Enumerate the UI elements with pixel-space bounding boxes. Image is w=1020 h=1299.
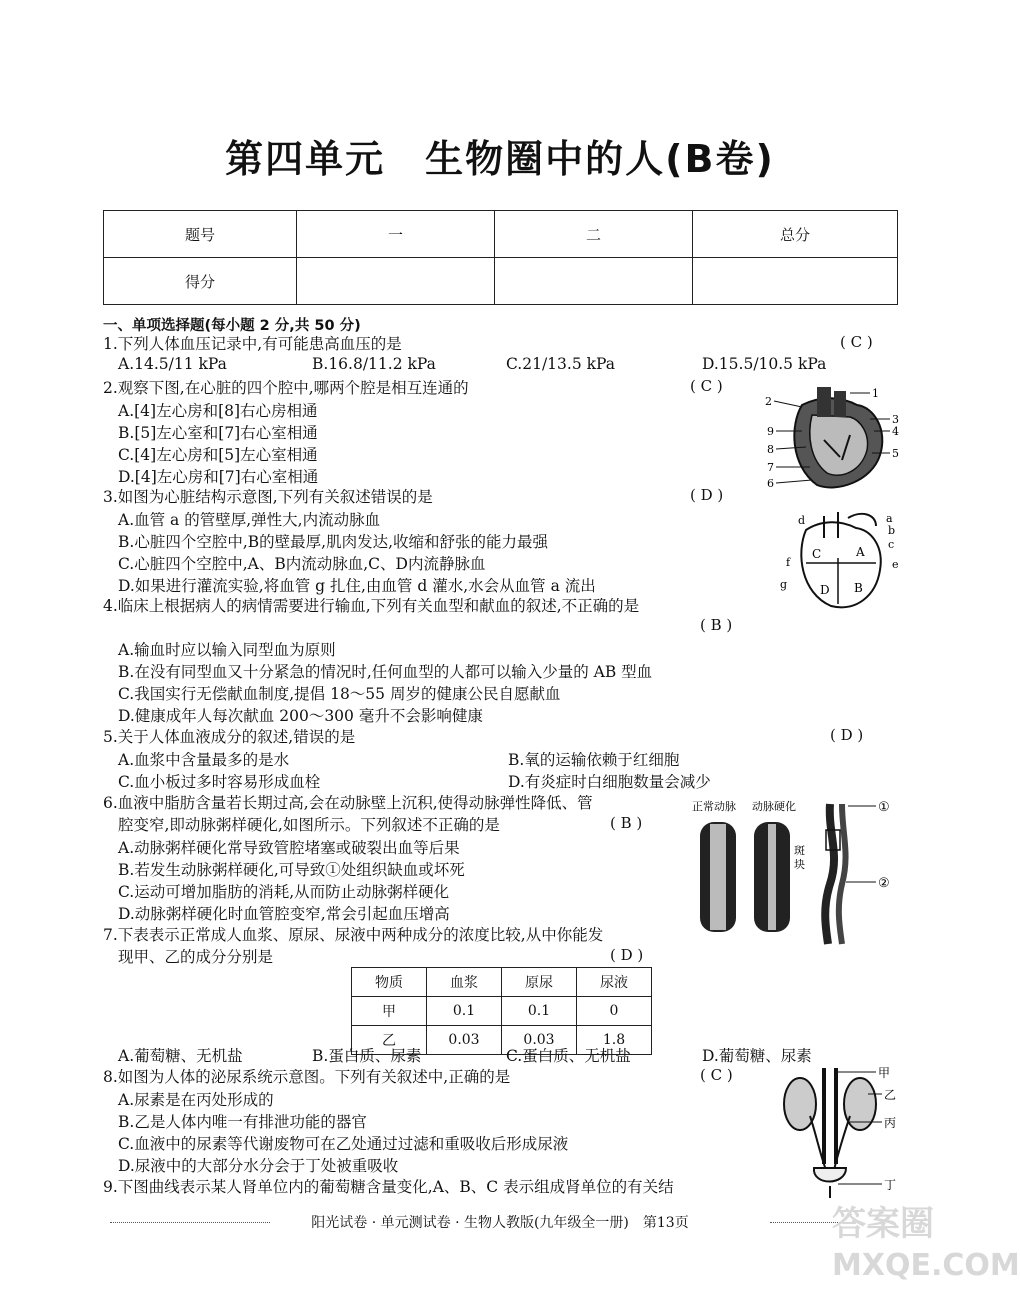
table-cell: 甲	[352, 997, 427, 1026]
q6-answer: ( B )	[610, 814, 643, 832]
q4-option-a: A.输血时应以输入同型血为原则	[118, 641, 336, 659]
q4-stem: 4.临床上根据病人的病情需要进行输血,下列有关血型和献血的叙述,不正确的是	[103, 597, 640, 615]
vessel-label: b	[888, 524, 896, 537]
heart-figure-q2	[762, 385, 902, 493]
table-header-cell: 血浆	[427, 968, 502, 997]
vessel-label: a	[886, 512, 893, 525]
score-row-label: 得分	[104, 258, 297, 305]
table-cell: 0.03	[427, 1026, 502, 1055]
heart-label: 8	[767, 443, 774, 456]
q3-answer: ( D )	[690, 486, 724, 504]
vessel-label: f	[786, 556, 791, 569]
urinary-label-bing: 丙	[884, 1116, 897, 1130]
q5-option-d: D.有炎症时白细胞数量会减少	[508, 773, 711, 791]
urinary-label-ding: 丁	[884, 1178, 897, 1192]
table-cell: 1.8	[577, 1026, 652, 1055]
watermark-url: MXQE.COM	[832, 1248, 1020, 1283]
q3-option-d: D.如果进行灌流实验,将血管 g 扎住,由血管 d 灌水,水会从血管 a 流出	[118, 577, 596, 595]
heart-label: 6	[767, 477, 774, 490]
q8-answer: ( C )	[700, 1066, 733, 1084]
q6-stem-line2: 腔变窄,即动脉粥样硬化,如图所示。下列叙述不正确的是	[118, 816, 500, 834]
q6-option-d: D.动脉粥样硬化时血管腔变窄,常会引起血压增高	[118, 905, 450, 923]
q6-option-a: A.动脉粥样硬化常导致管腔堵塞或破裂出血等后果	[118, 839, 460, 857]
section-heading: 一、单项选择题(每小题 2 分,共 50 分)	[103, 318, 361, 334]
table-cell: 0.1	[427, 997, 502, 1026]
q7-option-d: D.葡萄糖、尿素	[702, 1047, 812, 1065]
q5-answer: ( D )	[830, 726, 864, 744]
q1-stem: 1.下列人体血压记录中,有可能患高血压的是	[103, 335, 402, 353]
heart-label: 7	[767, 461, 774, 474]
q3-option-c: C.心脏四个空腔中,A、B内流动脉血,C、D内流静脉血	[118, 555, 486, 573]
heart-chamber-label: D	[820, 583, 830, 597]
heart-label: 2	[765, 395, 772, 408]
table-header-cell: 尿液	[577, 968, 652, 997]
normal-artery-label: 正常动脉	[692, 800, 736, 813]
vessel-label: c	[888, 538, 895, 551]
marker-2: ②	[878, 876, 890, 891]
vessel-label: e	[892, 558, 899, 571]
q7-stem-line1: 7.下表表示正常成人血浆、原尿、尿液中两种成分的浓度比较,从中你能发	[103, 926, 604, 944]
q2-stem: 2.观察下图,在心脏的四个腔中,哪两个腔是相互连通的	[103, 379, 469, 397]
heart-label: 4	[892, 425, 899, 438]
table-header-cell: 原尿	[502, 968, 577, 997]
q2-answer: ( C )	[690, 377, 723, 395]
q2-option-b: B.[5]左心室和[7]右心室相通	[118, 424, 318, 442]
vessel-label: d	[798, 514, 806, 527]
urinary-label-jia: 甲	[878, 1066, 891, 1080]
q8-option-d: D.尿液中的大部分水分会于丁处被重吸收	[118, 1157, 399, 1175]
q1-option-a: A.14.5/11 kPa	[118, 355, 227, 373]
q3-option-a: A.血管 a 的管壁厚,弹性大,内流动脉血	[118, 511, 381, 529]
q5-option-b: B.氧的运输依赖于红细胞	[508, 751, 680, 769]
q7-option-a: A.葡萄糖、无机盐	[118, 1047, 243, 1065]
heart-label: 9	[767, 425, 774, 438]
q7-option-c: C.蛋白质、无机盐	[506, 1047, 631, 1065]
heart-figure-q3	[776, 508, 902, 612]
q9-stem: 9.下图曲线表示某人肾单位内的葡萄糖含量变化,A、B、C 表示组成肾单位的有关结	[103, 1178, 674, 1196]
plaque-label-1: 斑	[794, 844, 805, 857]
heart-label: 3	[892, 413, 899, 426]
page-footer: 阳光试卷 · 单元测试卷 · 生物人教版(九年级全一册) 第13页	[311, 1215, 689, 1231]
heart-chamber-label: B	[854, 581, 863, 595]
q7-option-b: B.蛋白质、尿素	[312, 1047, 422, 1065]
table-row	[352, 968, 652, 997]
score-header-cell: 题号	[104, 211, 297, 258]
page-title: 第四单元 生物圈中的人(B卷)	[225, 137, 775, 181]
q5-option-a: A.血浆中含量最多的是水	[118, 751, 290, 769]
score-header-cell: 一	[297, 211, 495, 258]
score-header-cell: 二	[495, 211, 693, 258]
heart-label: 5	[892, 447, 899, 460]
q4-answer: ( B )	[700, 616, 733, 634]
heart-label: 1	[872, 387, 879, 400]
score-table	[103, 210, 898, 305]
q4-option-b: B.在没有同型血又十分紧急的情况时,任何血型的人都可以输入少量的 AB 型血	[118, 663, 653, 681]
q2-option-d: D.[4]左心房和[7]右心室相通	[118, 468, 319, 486]
score-cell[interactable]	[495, 258, 693, 305]
q8-stem: 8.如图为人体的泌尿系统示意图。下列有关叙述中,正确的是	[103, 1068, 511, 1086]
q2-option-c: C.[4]左心房和[5]左心室相通	[118, 446, 318, 464]
urinary-system-figure	[776, 1064, 902, 1202]
q7-stem-line2: 现甲、乙的成分分别是	[118, 948, 274, 966]
q5-option-c: C.血小板过多时容易形成血栓	[118, 773, 321, 791]
score-table-header-row	[104, 211, 898, 258]
table-cell: 乙	[352, 1026, 427, 1055]
q6-option-c: C.运动可增加脂肪的消耗,从而防止动脉粥样硬化	[118, 883, 450, 901]
q6-stem-line1: 6.血液中脂肪含量若长期过高,会在动脉壁上沉积,使得动脉弹性降低、管	[103, 794, 593, 812]
table-cell: 0.03	[502, 1026, 577, 1055]
q1-option-c: C.21/13.5 kPa	[506, 355, 615, 373]
q1-option-b: B.16.8/11.2 kPa	[312, 355, 436, 373]
score-cell[interactable]	[297, 258, 495, 305]
table-header-cell: 物质	[352, 968, 427, 997]
score-header-cell: 总分	[693, 211, 898, 258]
q4-option-c: C.我国实行无偿献血制度,提倡 18～55 周岁的健康公民自愿献血	[118, 685, 561, 703]
q8-option-c: C.血液中的尿素等代谢废物可在乙处通过过滤和重吸收后形成尿液	[118, 1135, 569, 1153]
score-cell[interactable]	[693, 258, 898, 305]
heart-chamber-label: A	[856, 545, 865, 559]
q5-stem: 5.关于人体血液成分的叙述,错误的是	[103, 728, 356, 746]
q1-answer: ( C )	[840, 333, 873, 351]
artery-figure	[690, 794, 900, 946]
q4-option-d: D.健康成年人每次献血 200～300 毫升不会影响健康	[118, 707, 483, 725]
heart-chamber-label: C	[812, 547, 822, 561]
plaque-label-2: 块	[794, 858, 805, 871]
marker-1: ①	[878, 800, 890, 815]
table-cell: 0.1	[502, 997, 577, 1026]
q8-option-b: B.乙是人体内唯一有排泄功能的器官	[118, 1113, 367, 1131]
vessel-label: g	[780, 578, 788, 591]
table-cell: 0	[577, 997, 652, 1026]
score-table-row	[104, 258, 898, 305]
watermark-logo-text: 答案圈	[832, 1204, 934, 1244]
q3-stem: 3.如图为心脏结构示意图,下列有关叙述错误的是	[103, 488, 433, 506]
q8-option-a: A.尿素是在丙处形成的	[118, 1091, 274, 1109]
q6-option-b: B.若发生动脉粥样硬化,可导致①处组织缺血或坏死	[118, 861, 465, 879]
urinary-label-yi: 乙	[884, 1088, 897, 1102]
table-row	[352, 997, 652, 1026]
q3-option-b: B.心脏四个空腔中,B的壁最厚,肌肉发达,收缩和舒张的能力最强	[118, 533, 548, 551]
q1-option-d: D.15.5/10.5 kPa	[702, 355, 827, 373]
q7-table	[351, 967, 652, 1055]
q2-option-a: A.[4]左心房和[8]右心房相通	[118, 402, 318, 420]
q7-answer: ( D )	[610, 946, 644, 964]
hardened-artery-label: 动脉硬化	[752, 800, 796, 813]
